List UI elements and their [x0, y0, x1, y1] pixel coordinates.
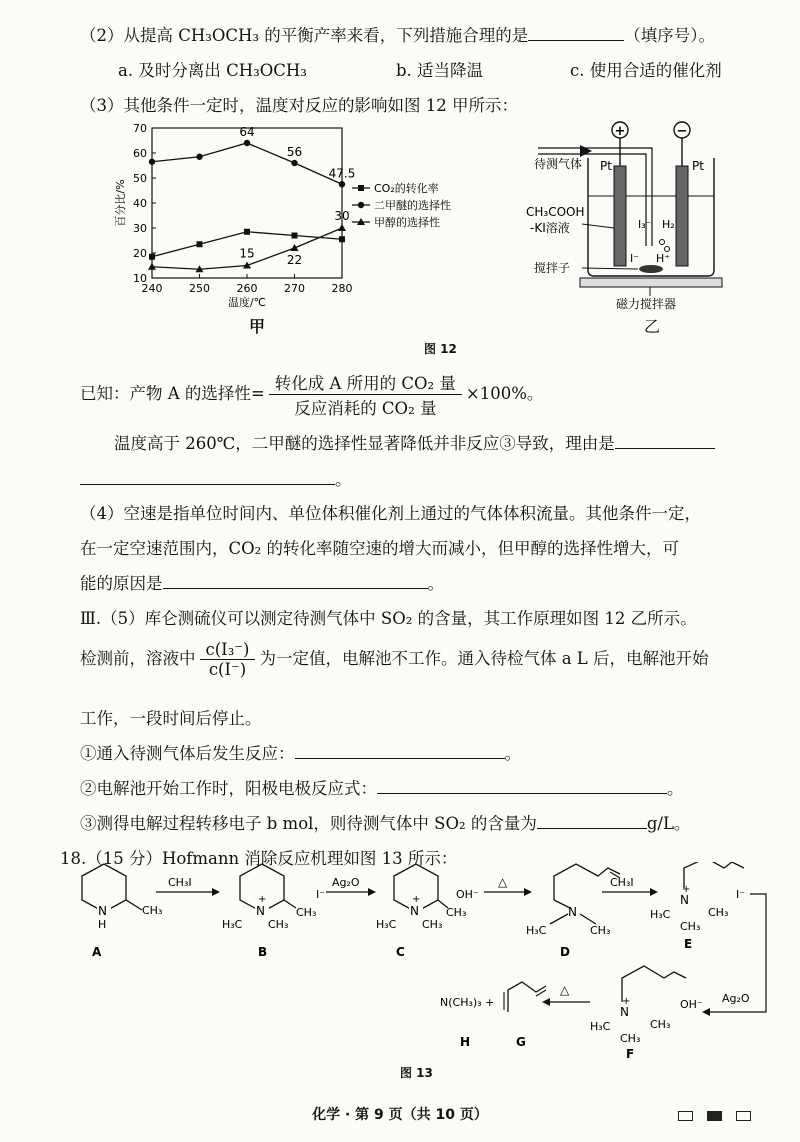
- x-tick-label: 280: [331, 282, 353, 295]
- y-tick-label: 50: [133, 172, 147, 185]
- series-line-1: [152, 143, 342, 184]
- data-point-s0-0: [149, 254, 155, 260]
- y-tick-label: 30: [133, 222, 147, 235]
- stirrer-base-label: 磁力搅拌器: [616, 297, 677, 311]
- f-h3c: H₃C: [590, 1020, 611, 1033]
- e-n: N: [680, 893, 689, 907]
- ion-i: I⁻: [630, 252, 640, 265]
- mark-1: [678, 1111, 693, 1121]
- minus-sign: −: [676, 124, 688, 139]
- b-h3c: H₃C: [222, 918, 243, 931]
- a-ch3: CH₃: [142, 904, 163, 917]
- f-ch3-down: CH₃: [620, 1032, 641, 1045]
- x-tick-label: 270: [284, 282, 305, 295]
- bond-d-me1: [550, 914, 568, 924]
- q2-answer-blank[interactable]: [528, 26, 624, 41]
- y-axis-label: 百分比/%: [114, 179, 127, 227]
- q5-line-1: Ⅲ.（5）库仑测硫仪可以测定待测气体中 SO₂ 的含量，其工作原理如图 12 乙所示。: [80, 609, 697, 628]
- h2-label: H₂: [662, 218, 675, 231]
- solution-pointer: [582, 224, 614, 228]
- x-axis-label: 温度/℃: [227, 296, 267, 309]
- reagent-ch3i-1: CH₃I: [168, 876, 192, 889]
- q4-answer-blank[interactable]: [163, 574, 428, 589]
- q3-reason-cont: 。: [80, 466, 352, 490]
- mark-2: [707, 1111, 722, 1121]
- chain-f: [622, 966, 686, 1002]
- q3-reason: 温度高于 260℃，二甲醚的选择性显著降低并非反应③导致，理由是: [114, 430, 715, 454]
- a-h: H: [98, 918, 107, 931]
- pt-left-label: Pt: [600, 159, 612, 173]
- q5-sub-3: ③测得电解过程转移电子 b mol，则待测气体中 SO₂ 的含量为 g/L。: [80, 814, 691, 833]
- q5-line-3: 工作，一段时间后停止。: [80, 709, 262, 728]
- electrode-right: [676, 166, 688, 266]
- label-g: G: [516, 1035, 526, 1049]
- bond-d-me2: [580, 914, 596, 924]
- legend-label-0: CO₂的转化率: [374, 182, 439, 195]
- q5-s3-blank[interactable]: [537, 814, 647, 829]
- c-hydroxide: OH⁻: [456, 888, 479, 901]
- solution-label-1: CH₃COOH: [526, 205, 585, 219]
- e-h3c: H₃C: [650, 908, 671, 921]
- c-ch3-right: CH₃: [446, 906, 467, 919]
- q18-line: 18.（15 分）Hofmann 消除反应机理如图 13 所示：: [60, 849, 458, 868]
- bubble-2: [665, 247, 670, 252]
- d-ch3: CH₃: [590, 924, 611, 937]
- q4-line-2: 在一定空速范围内，CO₂ 的转化率随空速的增大而减小，但甲醇的选择性增大，可: [80, 539, 680, 558]
- f-ch3-right: CH₃: [650, 1018, 671, 1031]
- stir-bar: [639, 265, 663, 273]
- q5-s1-blank[interactable]: [295, 744, 505, 759]
- c-h3c: H₃C: [376, 918, 397, 931]
- data-point-s0-1: [197, 241, 203, 247]
- plus-sign: +: [614, 124, 626, 139]
- reagent-ag2o-2: Ag₂O: [722, 992, 750, 1005]
- bubble-1: [660, 240, 665, 245]
- y-tick-label: 40: [133, 197, 147, 210]
- arrow-3-head-icon: [524, 888, 532, 896]
- arrow-6-head-icon: [542, 998, 550, 1006]
- label-a: A: [92, 945, 102, 959]
- chart-root: [113, 122, 451, 309]
- label-c: C: [396, 945, 405, 959]
- reagent-heat-2: △: [560, 983, 570, 997]
- label-e: E: [684, 937, 693, 951]
- chain-g: [508, 982, 546, 1012]
- arrow-2-head-icon: [368, 888, 376, 896]
- gas-in-label: 待测气体: [534, 157, 583, 171]
- data-label: 64: [239, 125, 255, 139]
- f-hydroxide: OH⁻: [680, 998, 703, 1011]
- data-point-s0-3: [292, 233, 298, 239]
- page-footer: 化学 · 第 9 页（共 10 页）: [312, 1107, 488, 1123]
- q3-line: （3）其他条件一定时，温度对反应的影响如图 12 甲所示：: [80, 96, 518, 115]
- data-label: 30: [334, 209, 350, 223]
- data-point-s2-4: [338, 224, 346, 231]
- b-iodide: I⁻: [316, 888, 326, 901]
- q3-reason-blank-2[interactable]: [80, 470, 335, 485]
- legend-marker-0: [358, 185, 364, 191]
- fig12-yi-label: 乙: [644, 317, 661, 336]
- fig12-caption: 图 12: [424, 342, 457, 356]
- q4-line-1: （4）空速是指单位时间内、单位体积催化剂上通过的气体体积流量。其他条件一定，: [80, 504, 701, 523]
- d-h3c: H₃C: [526, 924, 547, 937]
- e-iodide: I⁻: [736, 888, 746, 901]
- ion-i3: I₃⁻: [638, 218, 652, 231]
- reagent-heat-1: △: [498, 875, 508, 889]
- ion-h: H⁺: [656, 252, 671, 265]
- scan-marks: [678, 1106, 765, 1125]
- legend-marker-1: [358, 202, 364, 208]
- c-plus: +: [412, 894, 421, 905]
- q2-line: （2）从提高 CH₃OCH₃ 的平衡产率来看，下列措施合理的是 （填序号）。: [80, 26, 716, 45]
- arrow-5-head-icon: [702, 1008, 710, 1016]
- data-point-s1-0: [149, 159, 155, 165]
- q2-option-a: a. 及时分离出 CH₃OCH₃: [118, 61, 307, 80]
- e-plus: +: [682, 884, 691, 895]
- data-label: 56: [286, 145, 303, 159]
- reagent-ag2o-1: Ag₂O: [332, 876, 360, 889]
- stirrer-label: 搅拌子: [534, 261, 571, 275]
- chain-e: [684, 862, 744, 888]
- data-point-s1-3: [291, 160, 297, 166]
- x-tick-label: 260: [236, 282, 258, 295]
- gas-arrow-icon: [580, 145, 592, 157]
- y-tick-label: 70: [133, 122, 147, 135]
- q4-line-3: 能的原因是 。: [80, 574, 444, 593]
- fig12-jia-label: 甲: [249, 317, 266, 336]
- x-tick-label: 250: [189, 282, 210, 295]
- q5-sub-1: ①通入待测气体后发生反应： 。: [80, 744, 521, 763]
- a-n: N: [98, 904, 107, 918]
- stirrer-pointer: [582, 268, 638, 269]
- label-b: B: [258, 945, 268, 959]
- magnetic-stirrer-base: [580, 278, 722, 287]
- q2-option-b: b. 适当降温: [396, 61, 484, 80]
- q2-options: [118, 57, 722, 81]
- f-n: N: [620, 1005, 629, 1019]
- b-n: N: [256, 904, 265, 918]
- data-label: 15: [239, 246, 255, 261]
- y-tick-label: 10: [133, 272, 147, 285]
- iodide-ratio-fraction: $\frac{\text{c(I₃⁻)}}{c(I^-)}$: [200, 640, 256, 679]
- solution-label-2: -KI溶液: [530, 221, 570, 235]
- q5-line-2: 检测前，溶液中 $\frac{\text{c(I₃⁻)}}{c(I^-)}$ 为一定值，电解池不工作。通入待检气体 a L 后，电解池开始: [80, 640, 709, 679]
- fig12-chart: [110, 118, 490, 333]
- mark-3: [736, 1111, 751, 1121]
- arrow-1-head-icon: [212, 888, 220, 896]
- q5-s2-blank[interactable]: [377, 779, 667, 794]
- h-formula: N(CH₃)₃ +: [440, 996, 495, 1009]
- beaker: [588, 158, 714, 276]
- electrode-left: [614, 166, 626, 266]
- b-ch3-n: CH₃: [268, 918, 289, 931]
- data-label: 47.5: [328, 166, 356, 181]
- e-ch3-right: CH₃: [708, 906, 729, 919]
- x-tick-label: 240: [141, 282, 163, 295]
- q3-reason-blank[interactable]: [615, 434, 715, 449]
- y-tick-label: 20: [133, 247, 147, 260]
- legend-label-1: 二甲醚的选择性: [374, 199, 451, 212]
- data-point-s0-4: [339, 236, 345, 242]
- data-point-s0-2: [244, 229, 250, 235]
- legend-label-2: 甲醇的选择性: [374, 216, 440, 229]
- label-d: D: [560, 945, 570, 959]
- label-h: H: [460, 1035, 471, 1049]
- data-point-s1-1: [196, 154, 202, 160]
- selectivity-fraction: $\frac{\text{转化成 A 所用的 CO₂ 量}}{\text{反应消耗的 CO₂ 量}}$: [269, 370, 462, 419]
- pt-right-label: Pt: [692, 159, 704, 173]
- b-plus: +: [258, 894, 267, 905]
- q3-known: 已知：产物 A 的选择性= $\frac{\text{转化成 A 所用的 CO₂ 量}}{\text{反应消耗的 CO₂ 量}}$ ×100%。: [80, 370, 543, 419]
- y-tick-label: 60: [133, 147, 147, 160]
- fig13-caption: 图 13: [400, 1066, 433, 1080]
- data-point-s1-4: [339, 181, 345, 187]
- f-plus: +: [622, 996, 631, 1007]
- c-ch3-n: CH₃: [422, 918, 443, 931]
- label-f: F: [626, 1047, 635, 1061]
- q2-option-c: c. 使用合适的催化剂: [570, 61, 722, 80]
- arrow-4-head-icon: [650, 888, 658, 896]
- reagent-ch3i-2: CH₃I: [610, 876, 634, 889]
- fig13-scheme: [60, 862, 790, 1062]
- e-ch3-down: CH₃: [680, 920, 701, 933]
- data-label: 22: [286, 253, 303, 267]
- c-n: N: [410, 904, 419, 918]
- bond-a-ch3: [126, 900, 142, 910]
- data-point-s1-2: [244, 140, 250, 146]
- bond-b-ch3: [284, 900, 296, 908]
- fig12-apparatus: [520, 118, 780, 333]
- b-ch3-right: CH₃: [296, 906, 317, 919]
- q5-sub-2: ②电解池开始工作时，阳极电极反应式： 。: [80, 779, 684, 798]
- d-n: N: [568, 905, 577, 919]
